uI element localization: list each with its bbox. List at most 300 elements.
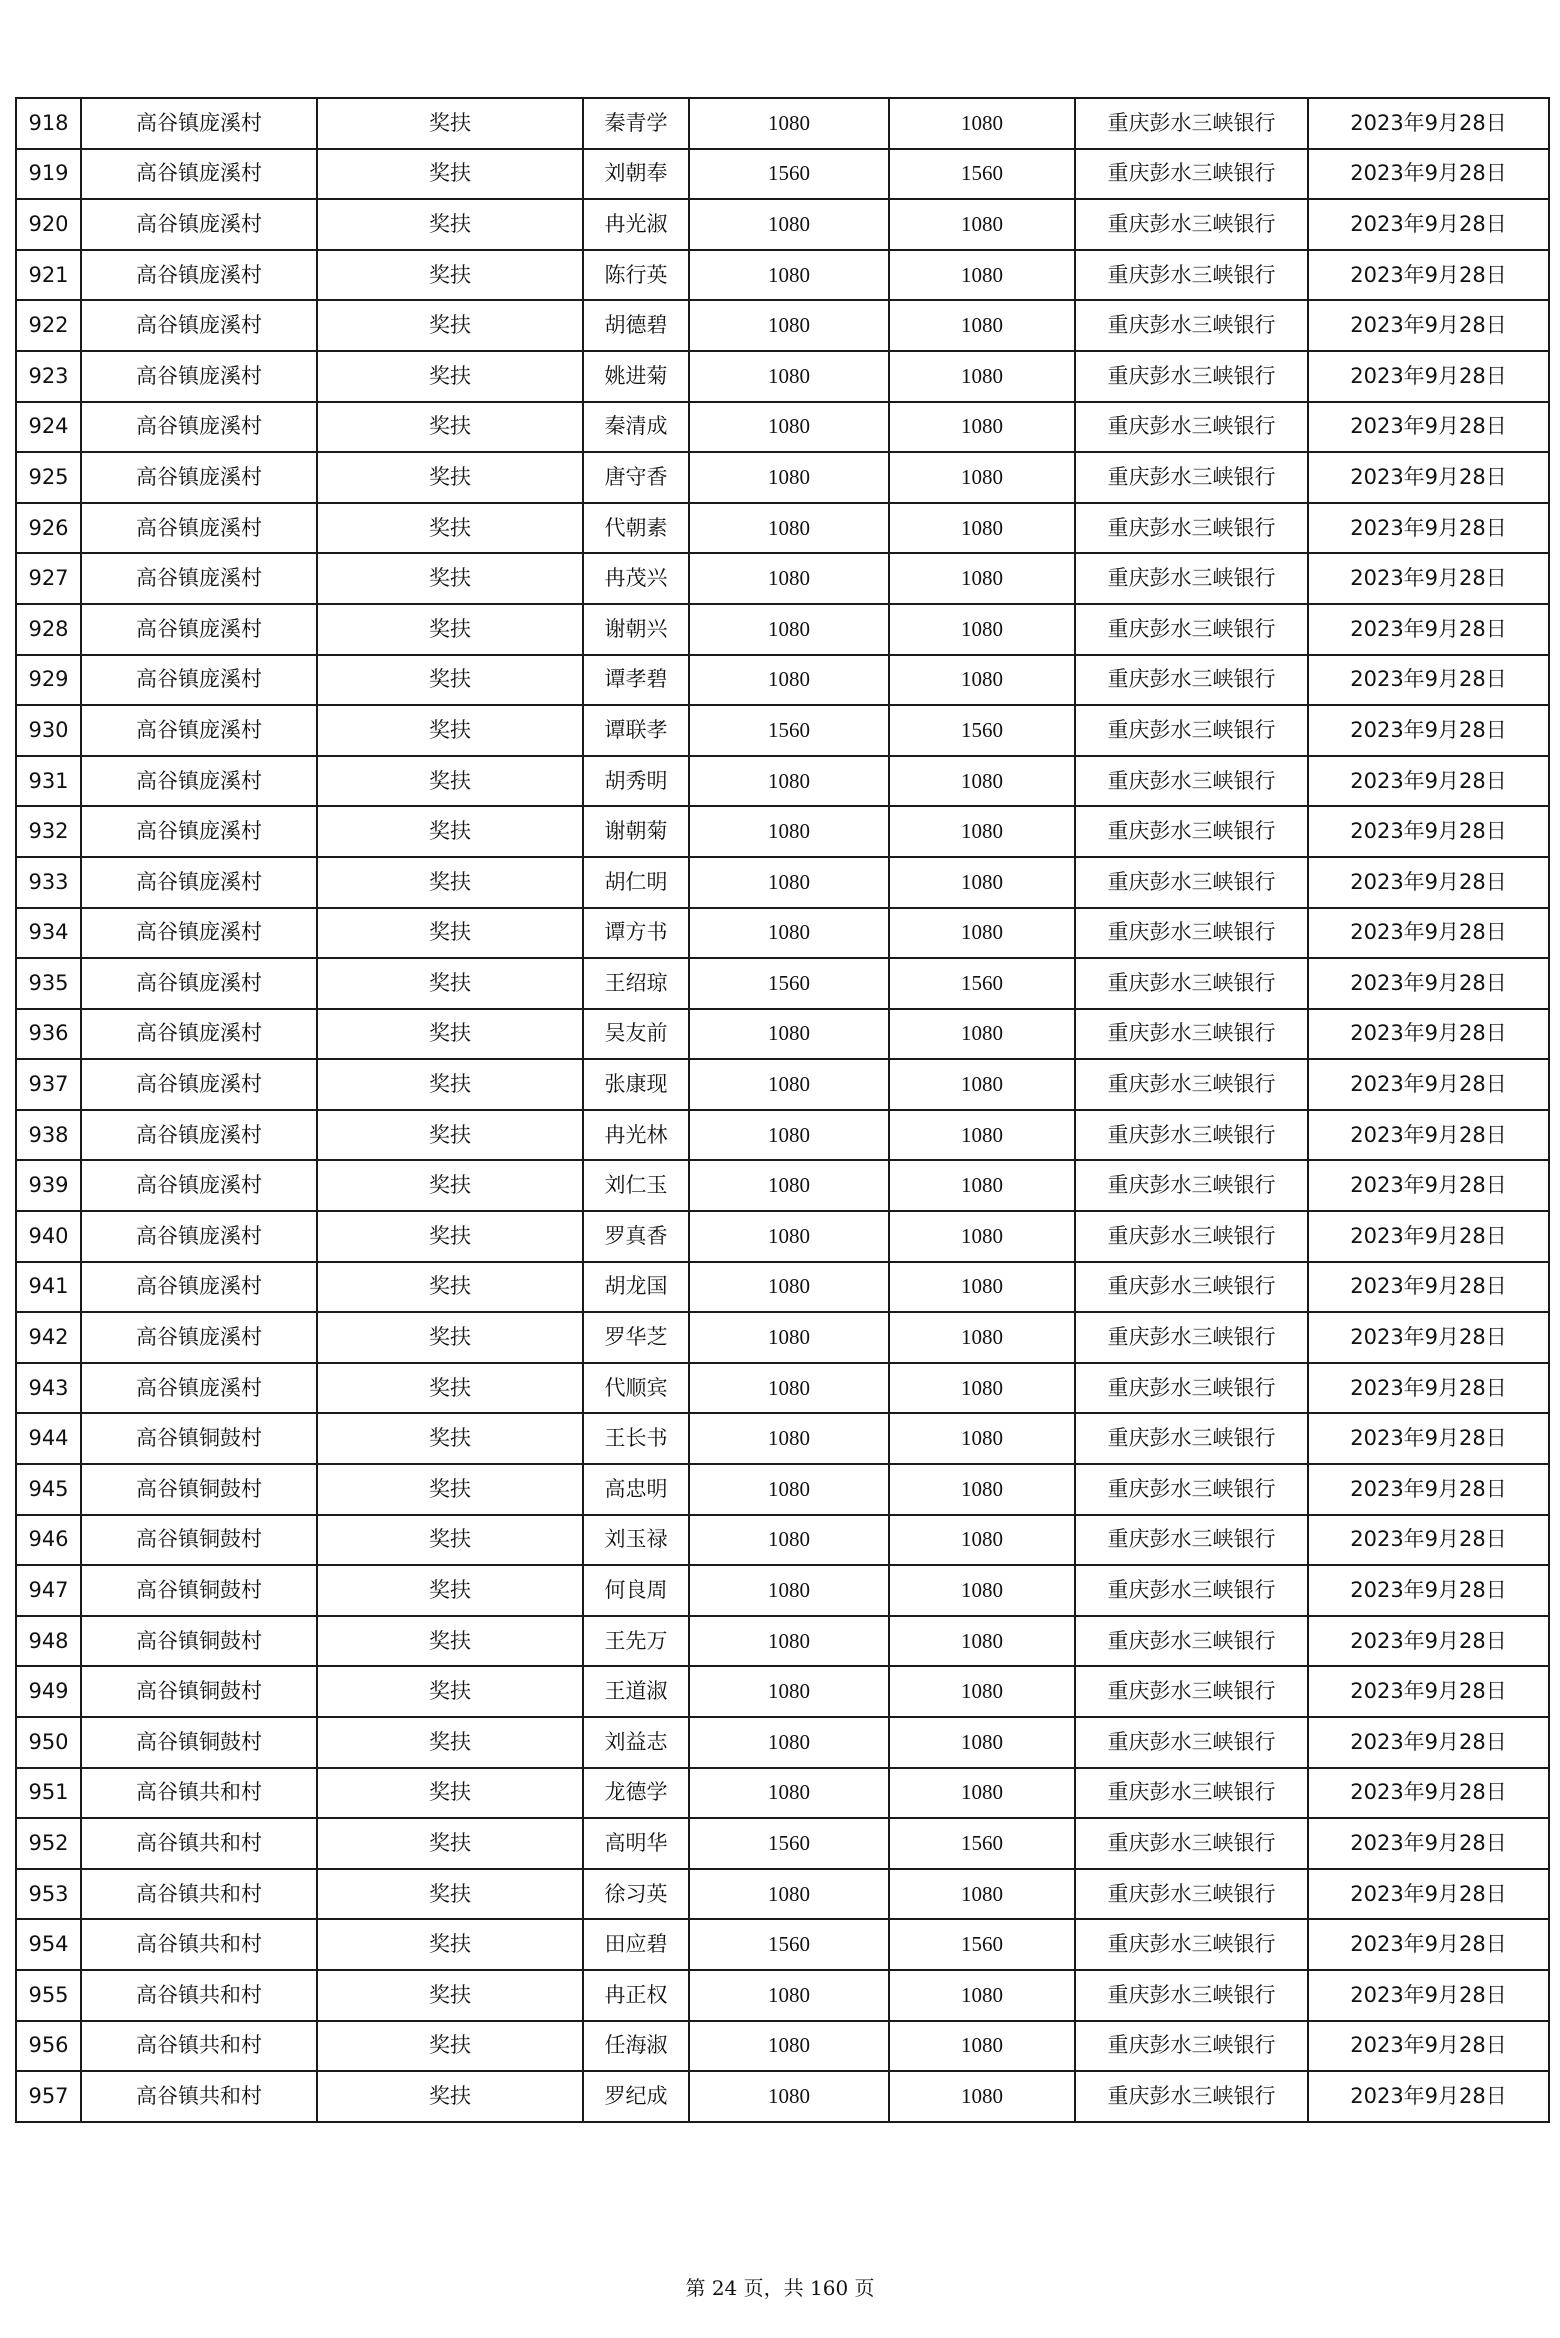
table-row xyxy=(16,98,1549,149)
name-cell: 高明华 xyxy=(583,1818,689,1869)
category-cell: 奖扶 xyxy=(317,1413,583,1464)
name-cell: 秦青学 xyxy=(583,98,689,149)
table-row xyxy=(16,1413,1549,1464)
name-cell: 胡秀明 xyxy=(583,756,689,807)
serial-number-cell: 926 xyxy=(16,503,81,554)
standard-amount-cell: 1080 xyxy=(689,1059,889,1110)
serial-number-cell: 942 xyxy=(16,1312,81,1363)
date-cell: 2023年9月28日 xyxy=(1308,857,1549,908)
category-cell: 奖扶 xyxy=(317,1363,583,1414)
bank-cell: 重庆彭水三峡银行 xyxy=(1075,1413,1308,1464)
village-cell: 高谷镇共和村 xyxy=(81,1970,317,2021)
category-cell: 奖扶 xyxy=(317,1515,583,1566)
category-cell: 奖扶 xyxy=(317,149,583,200)
bank-cell: 重庆彭水三峡银行 xyxy=(1075,1768,1308,1819)
standard-amount-cell: 1080 xyxy=(689,1768,889,1819)
name-cell: 王长书 xyxy=(583,1413,689,1464)
standard-amount-cell: 1080 xyxy=(689,655,889,706)
table-row xyxy=(16,1768,1549,1819)
category-cell: 奖扶 xyxy=(317,1768,583,1819)
category-cell: 奖扶 xyxy=(317,908,583,959)
name-cell: 谢朝兴 xyxy=(583,604,689,655)
bank-cell: 重庆彭水三峡银行 xyxy=(1075,655,1308,706)
category-cell: 奖扶 xyxy=(317,402,583,453)
bank-cell: 重庆彭水三峡银行 xyxy=(1075,1666,1308,1717)
category-cell: 奖扶 xyxy=(317,1464,583,1515)
date-cell: 2023年9月28日 xyxy=(1308,1616,1549,1667)
table-row xyxy=(16,756,1549,807)
standard-amount-cell: 1080 xyxy=(689,857,889,908)
table-row xyxy=(16,1666,1549,1717)
bank-cell: 重庆彭水三峡银行 xyxy=(1075,2071,1308,2122)
date-cell: 2023年9月28日 xyxy=(1308,149,1549,200)
name-cell: 罗真香 xyxy=(583,1211,689,1262)
table-row xyxy=(16,1970,1549,2021)
standard-amount-cell: 1080 xyxy=(689,1565,889,1616)
date-cell: 2023年9月28日 xyxy=(1308,1110,1549,1161)
village-cell: 高谷镇庞溪村 xyxy=(81,1363,317,1414)
date-cell: 2023年9月28日 xyxy=(1308,1160,1549,1211)
bank-cell: 重庆彭水三峡银行 xyxy=(1075,1110,1308,1161)
bank-cell: 重庆彭水三峡银行 xyxy=(1075,1009,1308,1060)
standard-amount-cell: 1080 xyxy=(689,604,889,655)
category-cell: 奖扶 xyxy=(317,250,583,301)
category-cell: 奖扶 xyxy=(317,553,583,604)
village-cell: 高谷镇庞溪村 xyxy=(81,756,317,807)
date-cell: 2023年9月28日 xyxy=(1308,1009,1549,1060)
table-row xyxy=(16,300,1549,351)
paid-amount-cell: 1080 xyxy=(889,1565,1075,1616)
paid-amount-cell: 1080 xyxy=(889,655,1075,706)
standard-amount-cell: 1080 xyxy=(689,1970,889,2021)
category-cell: 奖扶 xyxy=(317,503,583,554)
category-cell: 奖扶 xyxy=(317,1110,583,1161)
paid-amount-cell: 1080 xyxy=(889,1211,1075,1262)
paid-amount-cell: 1080 xyxy=(889,1464,1075,1515)
table-row xyxy=(16,857,1549,908)
village-cell: 高谷镇铜鼓村 xyxy=(81,1413,317,1464)
bank-cell: 重庆彭水三峡银行 xyxy=(1075,1565,1308,1616)
category-cell: 奖扶 xyxy=(317,806,583,857)
name-cell: 刘朝奉 xyxy=(583,149,689,200)
paid-amount-cell: 1560 xyxy=(889,1818,1075,1869)
serial-number-cell: 948 xyxy=(16,1616,81,1667)
village-cell: 高谷镇庞溪村 xyxy=(81,149,317,200)
standard-amount-cell: 1080 xyxy=(689,756,889,807)
table-row xyxy=(16,958,1549,1009)
serial-number-cell: 944 xyxy=(16,1413,81,1464)
name-cell: 龙德学 xyxy=(583,1768,689,1819)
paid-amount-cell: 1080 xyxy=(889,1869,1075,1920)
category-cell: 奖扶 xyxy=(317,199,583,250)
standard-amount-cell: 1080 xyxy=(689,1413,889,1464)
name-cell: 冉光林 xyxy=(583,1110,689,1161)
category-cell: 奖扶 xyxy=(317,1565,583,1616)
category-cell: 奖扶 xyxy=(317,1059,583,1110)
date-cell: 2023年9月28日 xyxy=(1308,503,1549,554)
serial-number-cell: 949 xyxy=(16,1666,81,1717)
village-cell: 高谷镇共和村 xyxy=(81,2021,317,2072)
name-cell: 任海淑 xyxy=(583,2021,689,2072)
standard-amount-cell: 1080 xyxy=(689,1869,889,1920)
village-cell: 高谷镇庞溪村 xyxy=(81,1110,317,1161)
name-cell: 谭联孝 xyxy=(583,705,689,756)
date-cell: 2023年9月28日 xyxy=(1308,452,1549,503)
category-cell: 奖扶 xyxy=(317,1211,583,1262)
date-cell: 2023年9月28日 xyxy=(1308,1363,1549,1414)
serial-number-cell: 932 xyxy=(16,806,81,857)
date-cell: 2023年9月28日 xyxy=(1308,1768,1549,1819)
name-cell: 谢朝菊 xyxy=(583,806,689,857)
bank-cell: 重庆彭水三峡银行 xyxy=(1075,1363,1308,1414)
name-cell: 刘仁玉 xyxy=(583,1160,689,1211)
category-cell: 奖扶 xyxy=(317,1262,583,1313)
standard-amount-cell: 1080 xyxy=(689,1717,889,1768)
paid-amount-cell: 1080 xyxy=(889,1616,1075,1667)
category-cell: 奖扶 xyxy=(317,655,583,706)
serial-number-cell: 947 xyxy=(16,1565,81,1616)
name-cell: 冉正权 xyxy=(583,1970,689,2021)
bank-cell: 重庆彭水三峡银行 xyxy=(1075,1717,1308,1768)
paid-amount-cell: 1080 xyxy=(889,2021,1075,2072)
date-cell: 2023年9月28日 xyxy=(1308,806,1549,857)
serial-number-cell: 928 xyxy=(16,604,81,655)
category-cell: 奖扶 xyxy=(317,452,583,503)
table-row xyxy=(16,1565,1549,1616)
village-cell: 高谷镇庞溪村 xyxy=(81,1009,317,1060)
name-cell: 王绍琼 xyxy=(583,958,689,1009)
village-cell: 高谷镇庞溪村 xyxy=(81,806,317,857)
village-cell: 高谷镇庞溪村 xyxy=(81,655,317,706)
date-cell: 2023年9月28日 xyxy=(1308,1211,1549,1262)
paid-amount-cell: 1080 xyxy=(889,98,1075,149)
village-cell: 高谷镇铜鼓村 xyxy=(81,1717,317,1768)
village-cell: 高谷镇庞溪村 xyxy=(81,452,317,503)
bank-cell: 重庆彭水三峡银行 xyxy=(1075,503,1308,554)
bank-cell: 重庆彭水三峡银行 xyxy=(1075,705,1308,756)
table-row xyxy=(16,908,1549,959)
category-cell: 奖扶 xyxy=(317,1616,583,1667)
name-cell: 代朝素 xyxy=(583,503,689,554)
serial-number-cell: 927 xyxy=(16,553,81,604)
standard-amount-cell: 1080 xyxy=(689,402,889,453)
serial-number-cell: 924 xyxy=(16,402,81,453)
name-cell: 胡龙国 xyxy=(583,1262,689,1313)
paid-amount-cell: 1080 xyxy=(889,1312,1075,1363)
serial-number-cell: 930 xyxy=(16,705,81,756)
paid-amount-cell: 1080 xyxy=(889,908,1075,959)
serial-number-cell: 936 xyxy=(16,1009,81,1060)
category-cell: 奖扶 xyxy=(317,756,583,807)
date-cell: 2023年9月28日 xyxy=(1308,1717,1549,1768)
paid-amount-cell: 1080 xyxy=(889,250,1075,301)
date-cell: 2023年9月28日 xyxy=(1308,402,1549,453)
paid-amount-cell: 1080 xyxy=(889,402,1075,453)
paid-amount-cell: 1080 xyxy=(889,1666,1075,1717)
name-cell: 刘玉禄 xyxy=(583,1515,689,1566)
paid-amount-cell: 1560 xyxy=(889,1919,1075,1970)
village-cell: 高谷镇庞溪村 xyxy=(81,958,317,1009)
paid-amount-cell: 1080 xyxy=(889,1363,1075,1414)
date-cell: 2023年9月28日 xyxy=(1308,98,1549,149)
village-cell: 高谷镇庞溪村 xyxy=(81,1059,317,1110)
name-cell: 何良周 xyxy=(583,1565,689,1616)
date-cell: 2023年9月28日 xyxy=(1308,655,1549,706)
village-cell: 高谷镇庞溪村 xyxy=(81,503,317,554)
bank-cell: 重庆彭水三峡银行 xyxy=(1075,98,1308,149)
date-cell: 2023年9月28日 xyxy=(1308,1059,1549,1110)
bank-cell: 重庆彭水三峡银行 xyxy=(1075,1262,1308,1313)
bank-cell: 重庆彭水三峡银行 xyxy=(1075,149,1308,200)
name-cell: 田应碧 xyxy=(583,1919,689,1970)
table-row xyxy=(16,1919,1549,1970)
name-cell: 罗纪成 xyxy=(583,2071,689,2122)
village-cell: 高谷镇共和村 xyxy=(81,1869,317,1920)
table-row xyxy=(16,705,1549,756)
date-cell: 2023年9月28日 xyxy=(1308,705,1549,756)
paid-amount-cell: 1080 xyxy=(889,1515,1075,1566)
serial-number-cell: 939 xyxy=(16,1160,81,1211)
village-cell: 高谷镇共和村 xyxy=(81,1768,317,1819)
date-cell: 2023年9月28日 xyxy=(1308,1464,1549,1515)
name-cell: 姚进菊 xyxy=(583,351,689,402)
serial-number-cell: 945 xyxy=(16,1464,81,1515)
serial-number-cell: 925 xyxy=(16,452,81,503)
bank-cell: 重庆彭水三峡银行 xyxy=(1075,199,1308,250)
paid-amount-cell: 1080 xyxy=(889,553,1075,604)
serial-number-cell: 951 xyxy=(16,1768,81,1819)
category-cell: 奖扶 xyxy=(317,1919,583,1970)
roster-body xyxy=(16,98,1549,2122)
serial-number-cell: 929 xyxy=(16,655,81,706)
category-cell: 奖扶 xyxy=(317,857,583,908)
serial-number-cell: 952 xyxy=(16,1818,81,1869)
village-cell: 高谷镇庞溪村 xyxy=(81,351,317,402)
table-row xyxy=(16,250,1549,301)
name-cell: 王道淑 xyxy=(583,1666,689,1717)
category-cell: 奖扶 xyxy=(317,1666,583,1717)
name-cell: 罗华芝 xyxy=(583,1312,689,1363)
village-cell: 高谷镇庞溪村 xyxy=(81,300,317,351)
serial-number-cell: 940 xyxy=(16,1211,81,1262)
date-cell: 2023年9月28日 xyxy=(1308,756,1549,807)
paid-amount-cell: 1080 xyxy=(889,1160,1075,1211)
name-cell: 王先万 xyxy=(583,1616,689,1667)
paid-amount-cell: 1080 xyxy=(889,1717,1075,1768)
category-cell: 奖扶 xyxy=(317,1970,583,2021)
category-cell: 奖扶 xyxy=(317,958,583,1009)
date-cell: 2023年9月28日 xyxy=(1308,2021,1549,2072)
standard-amount-cell: 1560 xyxy=(689,705,889,756)
table-row xyxy=(16,402,1549,453)
date-cell: 2023年9月28日 xyxy=(1308,1970,1549,2021)
bank-cell: 重庆彭水三峡银行 xyxy=(1075,908,1308,959)
table-row xyxy=(16,1363,1549,1414)
bank-cell: 重庆彭水三峡银行 xyxy=(1075,402,1308,453)
village-cell: 高谷镇庞溪村 xyxy=(81,1211,317,1262)
bank-cell: 重庆彭水三峡银行 xyxy=(1075,1919,1308,1970)
village-cell: 高谷镇庞溪村 xyxy=(81,402,317,453)
name-cell: 刘益志 xyxy=(583,1717,689,1768)
category-cell: 奖扶 xyxy=(317,2071,583,2122)
standard-amount-cell: 1080 xyxy=(689,452,889,503)
category-cell: 奖扶 xyxy=(317,705,583,756)
table-row xyxy=(16,1312,1549,1363)
table-row xyxy=(16,149,1549,200)
name-cell: 冉光淑 xyxy=(583,199,689,250)
standard-amount-cell: 1560 xyxy=(689,1919,889,1970)
village-cell: 高谷镇庞溪村 xyxy=(81,1312,317,1363)
bank-cell: 重庆彭水三峡银行 xyxy=(1075,553,1308,604)
standard-amount-cell: 1080 xyxy=(689,199,889,250)
bank-cell: 重庆彭水三峡银行 xyxy=(1075,958,1308,1009)
standard-amount-cell: 1080 xyxy=(689,908,889,959)
table-row xyxy=(16,655,1549,706)
village-cell: 高谷镇庞溪村 xyxy=(81,199,317,250)
standard-amount-cell: 1080 xyxy=(689,503,889,554)
village-cell: 高谷镇铜鼓村 xyxy=(81,1515,317,1566)
bank-cell: 重庆彭水三峡银行 xyxy=(1075,452,1308,503)
paid-amount-cell: 1080 xyxy=(889,1413,1075,1464)
category-cell: 奖扶 xyxy=(317,1717,583,1768)
table-row xyxy=(16,604,1549,655)
bank-cell: 重庆彭水三峡银行 xyxy=(1075,604,1308,655)
category-cell: 奖扶 xyxy=(317,1869,583,1920)
standard-amount-cell: 1560 xyxy=(689,149,889,200)
village-cell: 高谷镇共和村 xyxy=(81,1919,317,1970)
bank-cell: 重庆彭水三峡银行 xyxy=(1075,1160,1308,1211)
table-row xyxy=(16,2021,1549,2072)
table-row xyxy=(16,1211,1549,1262)
serial-number-cell: 950 xyxy=(16,1717,81,1768)
standard-amount-cell: 1080 xyxy=(689,1616,889,1667)
standard-amount-cell: 1080 xyxy=(689,1666,889,1717)
bank-cell: 重庆彭水三峡银行 xyxy=(1075,1312,1308,1363)
standard-amount-cell: 1080 xyxy=(689,1515,889,1566)
name-cell: 胡仁明 xyxy=(583,857,689,908)
paid-amount-cell: 1080 xyxy=(889,756,1075,807)
date-cell: 2023年9月28日 xyxy=(1308,1666,1549,1717)
bank-cell: 重庆彭水三峡银行 xyxy=(1075,1970,1308,2021)
bank-cell: 重庆彭水三峡银行 xyxy=(1075,806,1308,857)
serial-number-cell: 956 xyxy=(16,2021,81,2072)
category-cell: 奖扶 xyxy=(317,1818,583,1869)
paid-amount-cell: 1080 xyxy=(889,1110,1075,1161)
standard-amount-cell: 1080 xyxy=(689,1160,889,1211)
standard-amount-cell: 1560 xyxy=(689,958,889,1009)
village-cell: 高谷镇铜鼓村 xyxy=(81,1464,317,1515)
bank-cell: 重庆彭水三峡银行 xyxy=(1075,1869,1308,1920)
standard-amount-cell: 1080 xyxy=(689,1211,889,1262)
paid-amount-cell: 1080 xyxy=(889,604,1075,655)
standard-amount-cell: 1080 xyxy=(689,250,889,301)
table-row xyxy=(16,1110,1549,1161)
serial-number-cell: 941 xyxy=(16,1262,81,1313)
bank-cell: 重庆彭水三峡银行 xyxy=(1075,1464,1308,1515)
village-cell: 高谷镇铜鼓村 xyxy=(81,1666,317,1717)
paid-amount-cell: 1080 xyxy=(889,199,1075,250)
paid-amount-cell: 1080 xyxy=(889,1768,1075,1819)
serial-number-cell: 954 xyxy=(16,1919,81,1970)
standard-amount-cell: 1080 xyxy=(689,2071,889,2122)
paid-amount-cell: 1080 xyxy=(889,1059,1075,1110)
serial-number-cell: 953 xyxy=(16,1869,81,1920)
date-cell: 2023年9月28日 xyxy=(1308,1413,1549,1464)
standard-amount-cell: 1080 xyxy=(689,300,889,351)
paid-amount-cell: 1080 xyxy=(889,503,1075,554)
paid-amount-cell: 1080 xyxy=(889,452,1075,503)
date-cell: 2023年9月28日 xyxy=(1308,1262,1549,1313)
paid-amount-cell: 1080 xyxy=(889,857,1075,908)
name-cell: 胡德碧 xyxy=(583,300,689,351)
name-cell: 谭方书 xyxy=(583,908,689,959)
standard-amount-cell: 1080 xyxy=(689,98,889,149)
table-row xyxy=(16,1717,1549,1768)
bank-cell: 重庆彭水三峡银行 xyxy=(1075,857,1308,908)
name-cell: 代顺宾 xyxy=(583,1363,689,1414)
category-cell: 奖扶 xyxy=(317,1312,583,1363)
bank-cell: 重庆彭水三峡银行 xyxy=(1075,1616,1308,1667)
date-cell: 2023年9月28日 xyxy=(1308,1565,1549,1616)
table-row xyxy=(16,199,1549,250)
bank-cell: 重庆彭水三峡银行 xyxy=(1075,2021,1308,2072)
standard-amount-cell: 1080 xyxy=(689,1262,889,1313)
name-cell: 谭孝碧 xyxy=(583,655,689,706)
table-row xyxy=(16,1464,1549,1515)
category-cell: 奖扶 xyxy=(317,1160,583,1211)
name-cell: 唐守香 xyxy=(583,452,689,503)
serial-number-cell: 918 xyxy=(16,98,81,149)
village-cell: 高谷镇庞溪村 xyxy=(81,250,317,301)
table-row xyxy=(16,1515,1549,1566)
date-cell: 2023年9月28日 xyxy=(1308,958,1549,1009)
paid-amount-cell: 1560 xyxy=(889,149,1075,200)
village-cell: 高谷镇庞溪村 xyxy=(81,857,317,908)
village-cell: 高谷镇庞溪村 xyxy=(81,553,317,604)
village-cell: 高谷镇共和村 xyxy=(81,1818,317,1869)
category-cell: 奖扶 xyxy=(317,604,583,655)
bank-cell: 重庆彭水三峡银行 xyxy=(1075,1515,1308,1566)
serial-number-cell: 957 xyxy=(16,2071,81,2122)
category-cell: 奖扶 xyxy=(317,1009,583,1060)
name-cell: 秦清成 xyxy=(583,402,689,453)
paid-amount-cell: 1080 xyxy=(889,2071,1075,2122)
date-cell: 2023年9月28日 xyxy=(1308,553,1549,604)
bank-cell: 重庆彭水三峡银行 xyxy=(1075,351,1308,402)
table-row xyxy=(16,1262,1549,1313)
village-cell: 高谷镇庞溪村 xyxy=(81,908,317,959)
village-cell: 高谷镇共和村 xyxy=(81,2071,317,2122)
standard-amount-cell: 1080 xyxy=(689,1110,889,1161)
bank-cell: 重庆彭水三峡银行 xyxy=(1075,300,1308,351)
paid-amount-cell: 1080 xyxy=(889,806,1075,857)
standard-amount-cell: 1080 xyxy=(689,351,889,402)
serial-number-cell: 923 xyxy=(16,351,81,402)
village-cell: 高谷镇铜鼓村 xyxy=(81,1616,317,1667)
paid-amount-cell: 1560 xyxy=(889,705,1075,756)
payment-roster-table xyxy=(15,97,1550,2123)
table-row xyxy=(16,1009,1549,1060)
date-cell: 2023年9月28日 xyxy=(1308,2071,1549,2122)
name-cell: 徐习英 xyxy=(583,1869,689,1920)
name-cell: 冉茂兴 xyxy=(583,553,689,604)
serial-number-cell: 934 xyxy=(16,908,81,959)
name-cell: 吴友前 xyxy=(583,1009,689,1060)
serial-number-cell: 922 xyxy=(16,300,81,351)
page-number-footer: 第 24 页，共 160 页 xyxy=(685,2276,875,2300)
standard-amount-cell: 1560 xyxy=(689,1818,889,1869)
date-cell: 2023年9月28日 xyxy=(1308,1869,1549,1920)
